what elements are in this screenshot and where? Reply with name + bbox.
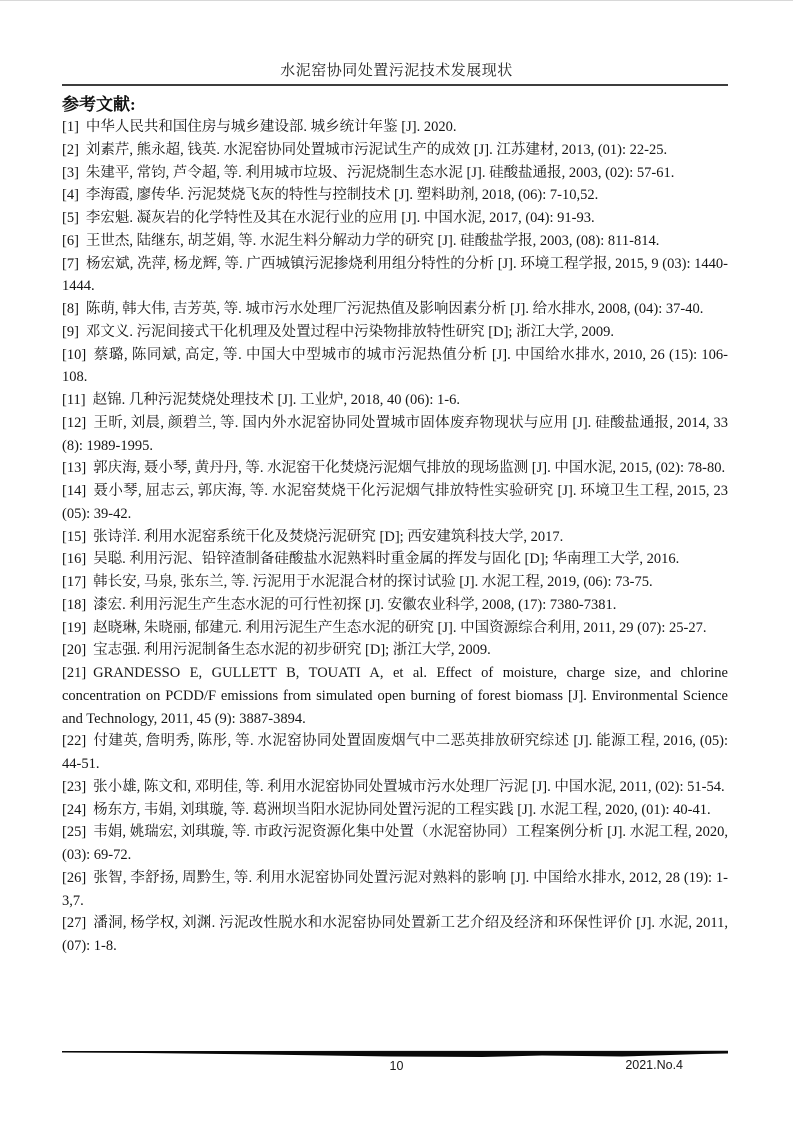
reference-label: [1]: [62, 119, 79, 135]
reference-text: 付建英, 詹明秀, 陈彤, 等. 水泥窑协同处置固废烟气中二恶英排放研究综述 [J]. 能源工程, 2016, (05): 44-51.: [62, 733, 728, 772]
reference-label: [23]: [62, 778, 87, 795]
reference-item: [62, 412, 728, 458]
reference-label: [14]: [62, 483, 87, 499]
reference-item: [62, 389, 728, 412]
reference-item: [62, 139, 728, 162]
reference-label: [24]: [62, 801, 87, 818]
reference-text: 朱建平, 常钧, 芦令超, 等. 利用城市垃圾、污泥烧制生态水泥 [J]. 硅酸盐通报, 2003, (02): 57-61.: [85, 164, 675, 181]
reference-list: [62, 116, 728, 958]
references-heading: 参考文献:: [62, 95, 136, 114]
reference-item: [62, 617, 728, 640]
reference-label: [25]: [62, 824, 87, 841]
reference-text: 王世杰, 陆继东, 胡芝娟, 等. 水泥生料分解动力学的研究 [J]. 硅酸盐学报, 2003, (08): 811-814.: [85, 232, 660, 249]
reference-item: [62, 662, 728, 730]
reference-item: [62, 298, 728, 321]
reference-item: [62, 457, 728, 480]
running-header-title: 水泥窑协同处置污泥技术发展现状: [280, 63, 513, 79]
reference-text: 杨宏斌, 冼萍, 杨龙辉, 等. 广西城镇污泥掺烧利用组分特性的分析 [J]. 环境工程学报, 2015, 9 (03): 1440-1444.: [62, 255, 728, 295]
reference-label: [4]: [62, 187, 79, 204]
issue-label: 2021.No.4: [625, 1058, 683, 1072]
reference-text: 蔡璐, 陈同斌, 高定, 等. 中国大中型城市的城市污泥热值分析 [J]. 中国给水排水, 2010, 26 (15): 106-108.: [62, 346, 728, 386]
reference-label: [8]: [62, 301, 79, 317]
reference-item: [62, 571, 728, 594]
reference-label: [6]: [62, 232, 79, 249]
reference-label: [11]: [62, 392, 86, 408]
reference-item: [62, 776, 728, 799]
reference-text: 李海霞, 廖传华. 污泥焚烧飞灰的特性与控制技术 [J]. 塑料助剂, 2018, (06): 7-10,52.: [85, 187, 599, 204]
reference-text: 聂小琴, 屈志云, 郭庆海, 等. 水泥窑焚烧干化污泥烟气排放特性实验研究 [J]. 环境卫生工程, 2015, 23 (05): 39-42.: [62, 483, 728, 522]
footer-rule: [62, 1050, 728, 1058]
reference-text: 宝志强. 利用污泥制备生态水泥的初步研究 [D]; 浙江大学, 2009.: [93, 642, 491, 659]
reference-label: [15]: [62, 528, 87, 545]
reference-text: 陈萌, 韩大伟, 吉芳英, 等. 城市污水处理厂污泥热值及影响因素分析 [J]. 给水排水, 2008, (04): 37-40.: [85, 301, 704, 317]
reference-text: 赵锦. 几种污泥焚烧处理技术 [J]. 工业炉, 2018, 40 (06): 1-6.: [92, 392, 460, 408]
reference-item: [62, 480, 728, 526]
reference-text: 李宏魁. 凝灰岩的化学特性及其在水泥行业的应用 [J]. 中国水泥, 2017, (04): 91-93.: [85, 210, 595, 226]
reference-label: [26]: [62, 869, 87, 886]
reference-text: 吴聪. 利用污泥、铅锌渣制备硅酸盐水泥熟料时重金属的挥发与固化 [D]; 华南理工大学, 2016.: [93, 551, 680, 568]
reference-text: 漆宏. 利用污泥生产生态水泥的可行性初探 [J]. 安徽农业科学, 2008, (17): 7380-7381.: [93, 596, 617, 613]
reference-text: 赵晓琳, 朱晓丽, 郁建元. 利用污泥生产生态水泥的研究 [J]. 中国资源综合利用, 2011, 29 (07): 25-27.: [93, 619, 707, 636]
reference-text: 中华人民共和国住房与城乡建设部. 城乡统计年鉴 [J]. 2020.: [85, 119, 457, 135]
reference-item: [62, 594, 728, 617]
reference-label: [22]: [62, 733, 87, 750]
reference-text: 韦娟, 姚瑞宏, 刘琪璇, 等. 市政污泥资源化集中处置（水泥窑协同）工程案例分析 [J]. 水泥工程, 2020, (03): 69-72.: [62, 824, 728, 863]
reference-label: [16]: [62, 551, 87, 568]
reference-label: [10]: [62, 346, 87, 363]
reference-item: [62, 821, 728, 867]
reference-item: [62, 230, 728, 253]
reference-item: [62, 162, 728, 185]
reference-text: 杨东方, 韦娟, 刘琪璇, 等. 葛洲坝当阳水泥协同处置污泥的工程实践 [J]. 水泥工程, 2020, (01): 40-41.: [93, 801, 711, 818]
reference-item: [62, 639, 728, 662]
reference-label: [9]: [62, 323, 79, 340]
reference-label: [2]: [62, 141, 79, 158]
reference-text: 郭庆海, 聂小琴, 黄丹丹, 等. 水泥窑干化焚烧污泥烟气排放的现场监测 [J]. 中国水泥, 2015, (02): 78-80.: [93, 460, 726, 477]
page-number: 10: [389, 1059, 404, 1073]
reference-label: [3]: [62, 164, 79, 181]
reference-label: [18]: [62, 596, 87, 613]
reference-item: [62, 253, 728, 299]
reference-label: [12]: [62, 414, 87, 431]
reference-item: [62, 799, 728, 822]
reference-text: 韩长安, 马泉, 张东兰, 等. 污泥用于水泥混合材的探讨试验 [J]. 水泥工程, 2019, (06): 73-75.: [93, 574, 653, 590]
reference-text: 刘素芹, 熊永超, 钱英. 水泥窑协同处置城市污泥试生产的成效 [J]. 江苏建材, 2013, (01): 22-25.: [85, 141, 668, 158]
reference-label: [7]: [62, 255, 79, 272]
reference-item: [62, 548, 728, 571]
reference-label: [13]: [62, 460, 87, 477]
reference-text: 张诗洋. 利用水泥窑系统干化及焚烧污泥研究 [D]; 西安建筑科技大学, 2017.: [93, 528, 564, 545]
reference-item: [62, 321, 728, 344]
reference-item: [62, 184, 728, 207]
reference-label: [21]: [62, 665, 87, 681]
reference-text: 张智, 李舒扬, 周黔生, 等. 利用水泥窑协同处置污泥对熟料的影响 [J]. 中国给水排水, 2012, 28 (19): 1-3,7.: [62, 869, 728, 909]
reference-item: [62, 207, 728, 230]
reference-item: [62, 116, 728, 139]
reference-label: [5]: [62, 210, 79, 226]
reference-item: [62, 526, 728, 549]
reference-text: 潘洞, 杨学权, 刘渊. 污泥改性脱水和水泥窑协同处置新工艺介绍及经济和环保性评价 [J]. 水泥, 2011, (07): 1-8.: [62, 915, 728, 954]
reference-item: [62, 344, 728, 390]
reference-label: [19]: [62, 619, 87, 636]
reference-label: [17]: [62, 574, 87, 590]
page-top-edge: [0, 0, 793, 1]
reference-item: [62, 867, 728, 913]
reference-text: 张小雄, 陈文和, 邓明佳, 等. 利用水泥窑协同处置城市污水处理厂污泥 [J]. 中国水泥, 2011, (02): 51-54.: [93, 778, 725, 795]
reference-item: [62, 730, 728, 776]
reference-label: [20]: [62, 642, 87, 659]
reference-label: [27]: [62, 915, 87, 932]
reference-text: GRANDESSO E, GULLETT B, TOUATI A, et al. Effect of moisture, charge size, and chlorine concentration on PCDD/F emissions from simulated open burning of forest biomass [J]. Environmental Science and Technology, 2011, 45 (9): 3887-3894.: [62, 665, 728, 727]
reference-text: 邓文义. 污泥间接式干化机理及处置过程中污染物排放特性研究 [D]; 浙江大学, 2009.: [85, 323, 614, 340]
reference-text: 王昕, 刘晨, 颜碧兰, 等. 国内外水泥窑协同处置城市固体废弃物现状与应用 [J]. 硅酸盐通报, 2014, 33 (8): 1989-1995.: [62, 414, 728, 454]
header-rule: [62, 84, 728, 86]
reference-item: [62, 912, 728, 958]
